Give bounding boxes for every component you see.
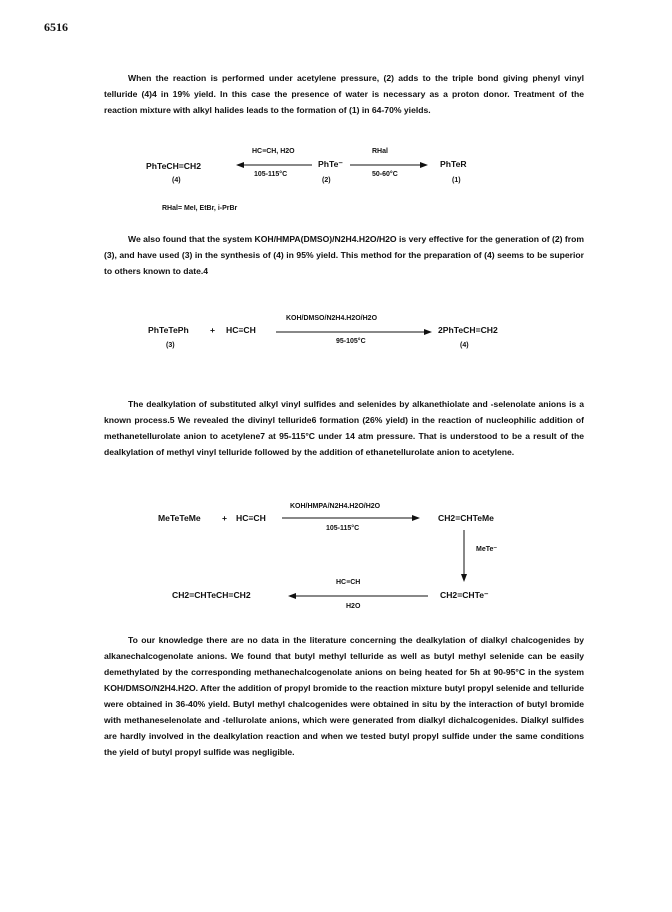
scheme3-condition: 105-115°C [326,525,360,532]
left-arrow-reagent: HC≡CH, H2O [252,148,295,155]
scheme3-back-arrow [288,592,428,600]
compound-label-4: (4) [172,177,181,184]
plus-sign-2: + [222,513,228,523]
scheme2-condition: 95-105°C [336,338,366,345]
right-arrow-condition: 50-60°C [372,171,398,178]
paragraph-dealkylation: The dealkylation of substituted alkyl vinyl sulfides and selenides by alkanethiolate and -selenolate anions is a known process.5 We revealed the divinyl telluride6 formation (26% yield) in the reaction of nucleophilic addition of methanetellurolate anion to acetylene7 at 95-115°C under 14 atm pressure. That is understood to be a result of the dealkylation of methyl vinyl telluride followed by the addition of ethanetellurolate anion to acetylene. [104,399,584,457]
paragraph-vinyl-telluride: When the reaction is performed under acetylene pressure, (2) adds to the triple bond giving phenyl vinyl telluride (4)4 in 19% yield. In this case the presence of water is necessary as a proton donor. Treatment of the reaction mixture with alkyl halides leads to the formation of (1) in 64-70% yields. [104,73,584,115]
diphenyl-ditelluride: PhTeTePh [148,325,189,335]
compound-label-3: (3) [166,342,175,349]
scheme2-product: 2PhTeCH=CH2 [438,325,498,335]
paragraph-dialkyl-chalcogenides: To our knowledge there are no data in the literature concerning the dealkylation of dialkyl chalcogenides by alkanechalcogenolate anions. We found that butyl methyl telluride as well as butyl methyl selenide can be easily demethylated by the corresponding methanechalcogenolate anions on being heated for 5h at 90-95°C in the system KOH/DMSO/N2H4.H2O. After the addition of propyl bromide to the reaction mixture butyl propyl selenide and telluride were obtained in 36-40% yield. Butyl methyl chalcogenides were obtained in situ by the interaction of butyl bromide with methaneselenolate and -tellurolate anions, which were generated from dialkyl dichalcogenides. Dialkyl sulfides are hardly involved in the dealkylation reaction and when we tested butyl propyl sulfide under the same conditions the yield of butyl propyl sulfide was negligible. [104,635,584,757]
scheme3-down-arrow [460,530,468,582]
scheme3-forward-arrow [282,514,420,522]
left-reaction-arrow [236,161,312,169]
paragraph-generation-system: We also found that the system KOH/HMPA(DMSO)/N2H4.H2O/H2O is very effective for the generation of (2) from (3), and have used (3) in the synthesis of (4) in 95% yield. This method for the preparation of (4) seems to be superior to others known to date.4 [104,234,584,276]
acetylene-2: HC≡CH [236,513,266,523]
scheme2-reagent: KOH/DMSO/N2H4.H2O/H2O [286,315,378,322]
acetylene: HC≡CH [226,325,256,335]
compound-label-4b: (4) [460,342,469,349]
phenyl-vinyl-telluride: PhTeCH=CH2 [146,161,201,171]
scheme2-arrow [276,328,432,336]
divinyl-telluride: CH2=CHTeCH=CH2 [172,590,251,600]
phenyl-alkyl-telluride: PhTeR [440,159,467,169]
alkyl-halide-note: RHal= MeI, EtBr, i-PrBr [162,205,238,212]
methyl-vinyl-telluride: CH2=CHTeMe [438,513,494,523]
phenyltellurolate-anion: PhTe⁻ [318,159,343,169]
vinyltellurolate-anion: CH2=CHTe⁻ [440,590,489,600]
scheme3-back-condition: H2O [346,603,361,610]
scheme3-reagent: KOH/HMPA/N2H4.H2O/H2O [290,503,381,510]
right-arrow-reagent: RHal [372,148,388,155]
compound-label-1: (1) [452,177,461,184]
methanetellurolate-reagent: MeTe⁻ [476,546,498,553]
right-reaction-arrow [350,161,428,169]
scheme3-back-reagent: HC≡CH [336,579,361,586]
dimethyl-ditelluride: MeTeTeMe [158,513,201,523]
compound-label-2: (2) [322,177,331,184]
page-number: 6516 [44,20,68,34]
plus-sign: + [210,325,216,335]
left-arrow-condition: 105-115°C [254,171,288,178]
